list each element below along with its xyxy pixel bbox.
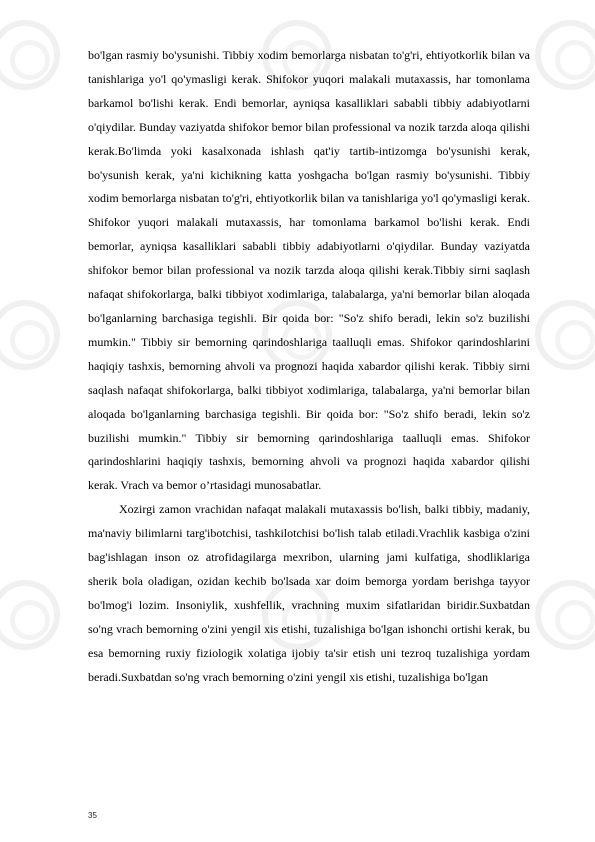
watermark-icon bbox=[0, 20, 60, 90]
body-text bbox=[88, 44, 530, 689]
watermark-icon bbox=[535, 580, 595, 650]
paragraph-2: Xozirgi zamon vrachidan nafaqat malakali mutaxassis bo'lish, balki tibbiy, madaniy, ma'naviy bilimlarni targ'ibotchisi, tashkilotchisi bo'lish talab etiladi.Vrachlik kasbiga o'zini bag'ishlagan inson oz atrofidagilarga mexribon, ularning jami kulfatiga, shodliklariga sherik bola oladigan, ozidan kechib bo'lsada xar doim bemorga yordam berishga tayyor bo'lmog'i lozim. Insoniylik, xushfellik, vrachning muxim sifatlaridan biridir.Suxbatdan so'ng vrach bemorning o'zini yengil xis etishi, tuzalishiga bo'lgan ishonchi ortishi kerak, bu esa bemorning ruxiy fiziologik xolatiga ijobiy ta'sir etish uni tezroq tuzalishiga yordam beradi.Suxbatdan so'ng vrach bemorning o'zini yengil xis etishi, tuzalishiga bo'lgan bbox=[88, 502, 530, 684]
watermark-icon bbox=[535, 20, 595, 90]
page-number: 35 bbox=[88, 811, 97, 820]
watermark-icon bbox=[0, 580, 60, 650]
paragraph-1: bo'lgan rasmiy bo'ysunishi. Tibbiy xodim bemorlarga nisbatan to'g'ri, ehtiyotkorlik bilan va tanishlariga yo'l qo'ymasligi kerak. Shifokor yuqori malakali mutaxassis, har tomonlama barkamol bo'lishi kerak. Endi bemorlar, ayniqsa kasalliklari sababli tibbiy adabiyotlarni o'qiydilar. Bunday vaziyatda shifokor bemor bilan professional va nozik tarzda aloqa qilishi kerak.Bo'limda yoki kasalxonada ishlash qat'iy tartib-intizomga bo'ysunishi kerak, bo'ysunish kerak, ya'ni kichikning katta yoshgacha bo'lgan rasmiy bo'ysunishi. Tibbiy xodim bemorlarga nisbatan to'g'ri, ehtiyotkorlik bilan va tanishlariga yo'l qo'ymasligi kerak. Shifokor yuqori malakali mutaxassis, har tomonlama barkamol bo'lishi kerak. Endi bemorlar, ayniqsa kasalliklari sababli tibbiy adabiyotlarni o'qiydilar. Bunday vaziyatda shifokor bemor bilan professional va nozik tarzda aloqa qilishi kerak.Tibbiy sirni saqlash nafaqat shifokorlarga, balki tibbiyot xodimlariga, talabalarga, ya'ni bemorlar bilan aloqada bo'lganlarning barchasiga tegishli. Bir qoida bor: "So'z shifo beradi, lekin so'z buzilishi mumkin." Tibbiy sir bemorning qarindoshlariga taalluqli emas. Shifokor qarindoshlarini haqiqiy tashxis, bemorning ahvoli va prognozi haqida xabardor qilishi kerak. Tibbiy sirni saqlash nafaqat shifokorlarga, balki tibbiyot xodimlariga, talabalarga, ya'ni bemorlar bilan aloqada bo'lganlarning barchasiga tegishli. Bir qoida bor: "So'z shifo beradi, lekin so'z buzilishi mumkin." Tibbiy sir bemorning qarindoshlariga taalluqli emas. Shifokor qarindoshlarini haqiqiy tashxis, bemorning ahvoli va prognozi haqida xabardor qilishi kerak. Vrach va bemor o’rtasidagi munosabatlar. bbox=[88, 48, 530, 493]
watermark-icon bbox=[0, 300, 60, 370]
watermark-icon bbox=[535, 300, 595, 370]
